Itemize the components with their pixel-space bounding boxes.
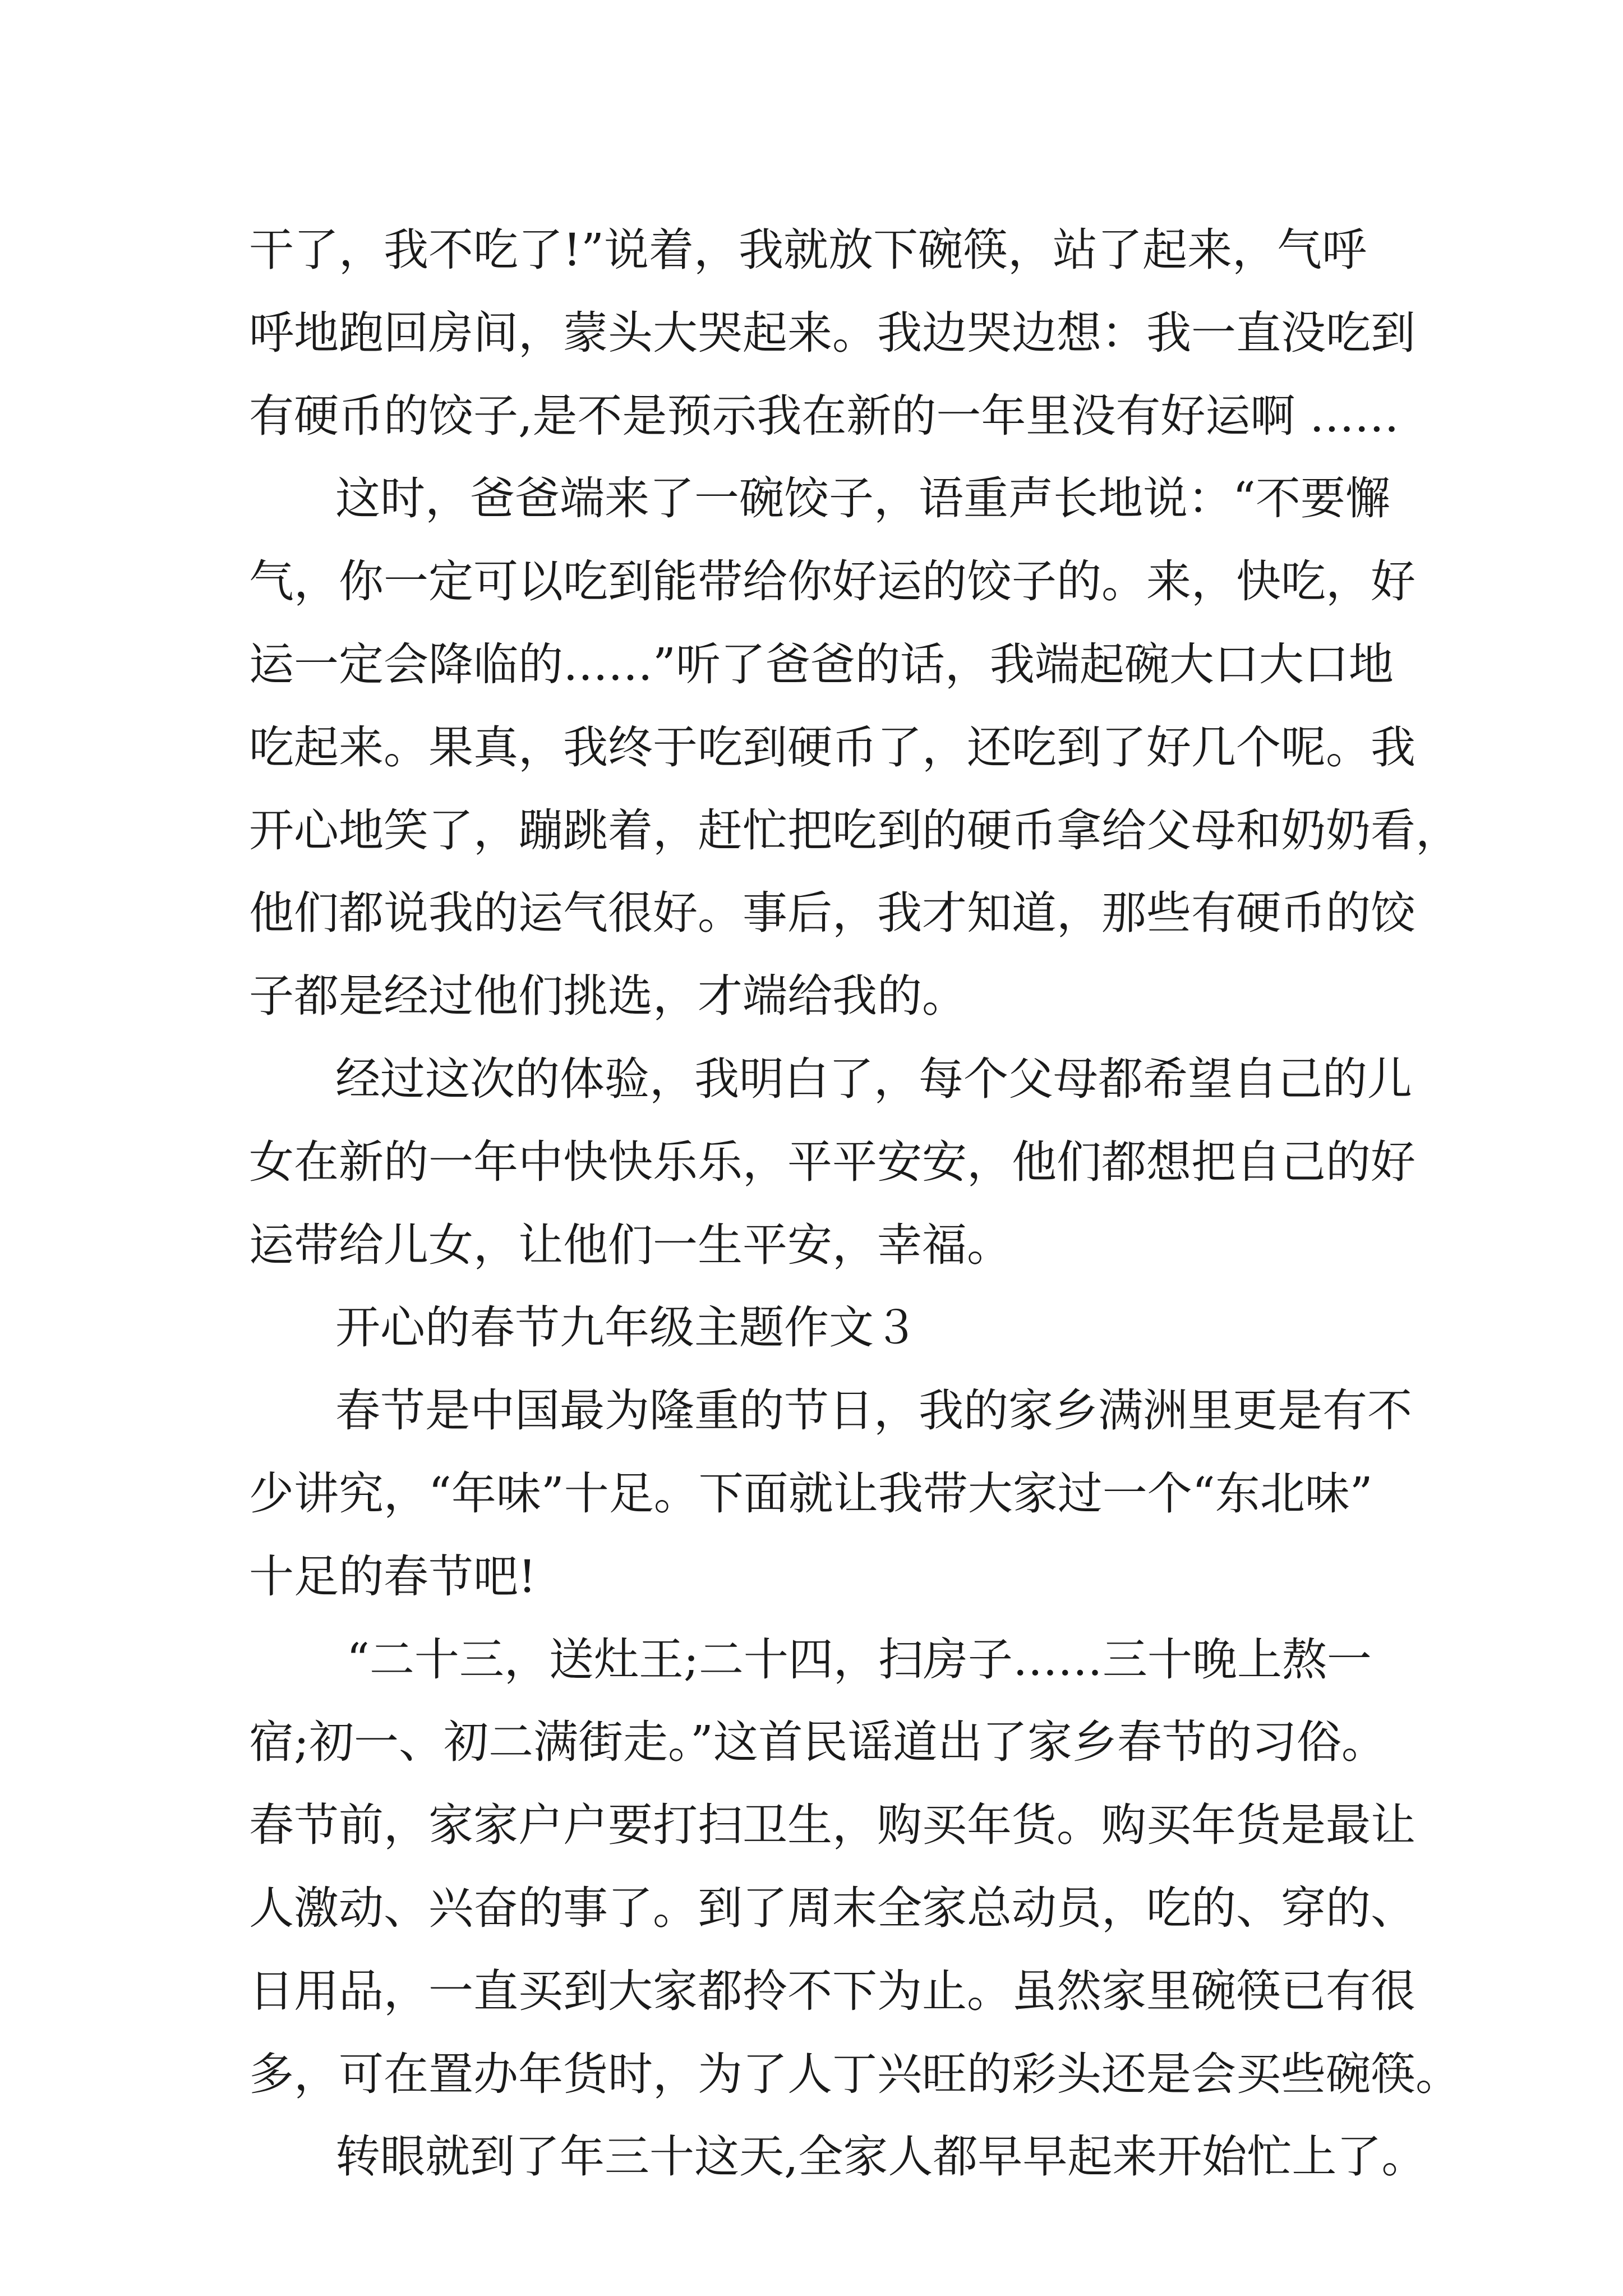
text-line: 吃起来。果真，我终于吃到硬币了，还吃到了好几个呢。我: [249, 721, 1415, 774]
text-line: 女在新的一年中快快乐乐，平平安安，他们都想把自己的好: [249, 1135, 1415, 1188]
text-line: 春节前，家家户户要打扫卫生，购买年货。购买年货是最让: [249, 1799, 1415, 1852]
text-line: 他们都说我的运气很好。事后，我才知道，那些有硬币的饺: [249, 887, 1415, 940]
text-line: 人激动、兴奋的事了。到了周末全家总动员，吃的、穿的、: [249, 1881, 1415, 1934]
text-line: 日用品，一直买到大家都拎不下为止。虽然家里碗筷已有很: [249, 1964, 1415, 2017]
text-line: 宿;初一、初二满街走。”这首民谣道出了家乡春节的习俗。: [249, 1716, 1386, 1769]
text-line: 运一定会降临的……”听了爸爸的话，我端起碗大口大口地: [249, 638, 1394, 691]
text-line: 十足的春节吧!: [249, 1550, 537, 1603]
paragraph-start-line: 经过这次的体验，我明白了，每个父母都希望自己的儿: [335, 1052, 1412, 1105]
text-line: 子都是经过他们挑选，才端给我的。: [249, 970, 967, 1023]
text-line: 有硬币的饺子,是不是预示我在新的一年里没有好运啊 ……: [249, 389, 1399, 442]
text-line: 干了，我不吃了!”说着，我就放下碗筷，站了起来，气呼: [249, 224, 1367, 276]
text-line: 开心地笑了，蹦跳着，赶忙把吃到的硬币拿给父母和奶奶看，: [249, 804, 1460, 857]
text-line: 呼地跑回房间，蒙头大哭起来。我边哭边想：我一直没吃到: [249, 306, 1415, 359]
document-body: [249, 209, 1460, 2198]
text-line: 气，你一定可以吃到能带给你好运的饺子的。来，快吃，好: [249, 555, 1415, 608]
essay-title: 开心的春节九年级主题作文３: [335, 1301, 919, 1354]
text-line: 少讲究，“年味”十足。下面就让我带大家过一个“东北味”: [249, 1467, 1373, 1520]
paragraph-start-line: 春节是中国最为隆重的节日，我的家乡满洲里更是有不: [335, 1384, 1412, 1437]
text-line: 运带给儿女，让他们一生平安，幸福。: [249, 1218, 1012, 1271]
paragraph-start-line: 这时，爸爸端来了一碗饺子，语重声长地说：“不要懈: [335, 472, 1390, 525]
text-line: 多，可在置办年货时，为了人丁兴旺的彩头还是会买些碗筷。: [249, 2047, 1460, 2100]
paragraph-start-line: 转眼就到了年三十这天,全家人都早早起来开始忙上了。: [335, 2131, 1427, 2183]
paragraph-start-line: “二十三，送灶王;二十四，扫房子……三十晚上熬一: [347, 1633, 1372, 1686]
